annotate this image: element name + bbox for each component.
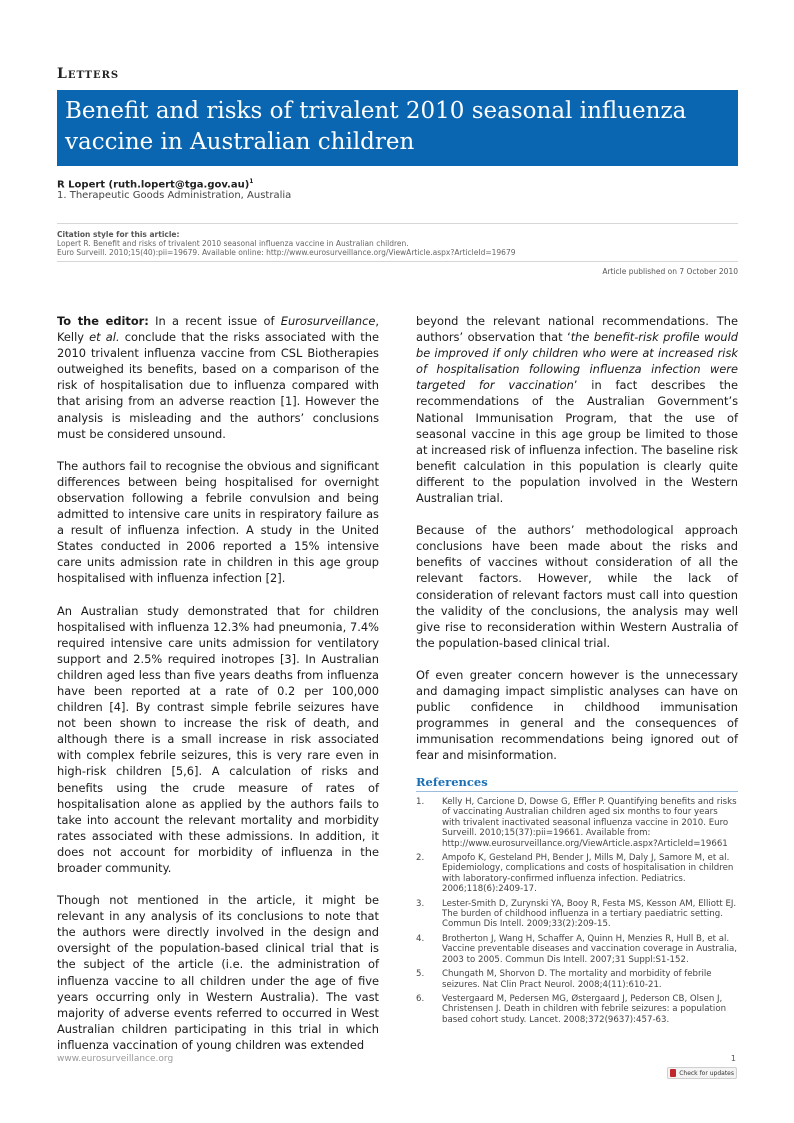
publication-date: Article published on 7 October 2010 [602,267,738,276]
paragraph-1-text-a: In a recent issue of [148,314,281,328]
paragraph-7: Of even greater concern however is the unnecessary and damaging impact simplistic analyses can have on public confidence in childhood immunisation programmes in general and the consequences of immunisation recommendations being ignored out of fear and misinformation. [416,667,738,763]
body-column-right [416,313,738,779]
paragraph-5 [416,313,738,506]
references-section [416,775,738,1029]
reference-number: 6. [416,993,425,1004]
crossmark-icon [670,1069,676,1077]
page-number: 1 [730,1054,736,1063]
salutation: To the editor: [57,314,149,328]
check-for-updates-button[interactable] [667,1067,737,1079]
reference-text: Ampofo K, Gesteland PH, Bender J, Mills M, Daly J, Samore M, et al. Epidemiology, complications and costs of hospitalisation in children with laboratory-confirmed influenza infection. Pediatrics. 2006;118(6):2409-17. [442,853,734,895]
reference-text: Brotherton J, Wang H, Schaffer A, Quinn H, Menzies R, Hull B, et al. Vaccine preventable diseases and vaccination coverage in Australia, 2003 to 2005. Commun Dis Intell. 2007;31 Suppl:S1-152. [442,933,737,965]
footer-url-link[interactable]: www.eurosurveillance.org [57,1054,174,1064]
paragraph-4: Though not mentioned in the article, it might be relevant in any analysis of its conclusions to note that the authors were directly involved in the design and oversight of the population-based clinical trial that is the subject of the article (i.e. the administration of influenza vaccine to all children under the age of five years occurring only in Western Australia). The vast majority of adverse events referred to occurred in West Australian children participating in this trial in which influenza vaccination of young children was extended [57,893,379,1052]
paragraph-1-text-b: , Kelly [57,314,379,345]
section-label: Letters [57,66,120,82]
paragraph-5-text-b: ’ in fact describes the recommendations of the Australian Government’s National Immunisation Program, that the use of seasonal vaccine in this age group be limited to those at increased risk of influenza infection. The baseline risk benefit calculation in this population is clearly quite different to the population involved in the Western Australian trial. [416,378,739,506]
references-heading: References [416,775,738,792]
reference-item [416,969,738,990]
reference-text: Vestergaard M, Pedersen MG, Østergaard J, Pederson CB, Olsen J, Christensen J. Death in children with febrile seizures: a population based cohort study. Lancet. 2008;372(9637):457-63. [442,993,727,1025]
citation-line-1: Lopert R. Benefit and risks of trivalent 2010 seasonal influenza vaccine in Australian children. [57,239,409,248]
body-column-left [57,313,379,1069]
journal-name: Eurosurveillance [280,314,376,328]
paragraph-6: Because of the authors’ methodological approach conclusions have been made about the risks and benefits of vaccines without consideration of all the relevant factors. However, while the lack of consideration of relevant factors must call into question the validity of the conclusions, the analysis may well give rise to reconsideration within Western Australia of the population-based clinical trial. [416,523,738,650]
reference-text: Kelly H, Carcione D, Dowse G, Effler P. Quantifying benefits and risks of vaccinating Australian children aged six months to four years with trivalent inactivated seasonal influenza vaccine in 2010. Euro Surveill. 2010;15(37):pii=19661. Available from: http://www.eurosurveillance.org/ViewArticle.aspx?ArticleId=19661 [442,797,737,849]
reference-number: 3. [416,898,425,909]
paragraph-1 [57,313,379,442]
reference-text: Chungath M, Shorvon D. The mortality and morbidity of febrile seizures. Nat Clin Pract Neurol. 2008;4(11):610-21. [442,969,712,990]
article-title: Benefit and risks of trivalent 2010 seasonal influenza vaccine in Australian children [65,98,687,155]
reference-item [416,899,738,930]
author-affiliation: 1. Therapeutic Goods Administration, Australia [57,190,292,201]
reference-number: 4. [416,933,425,944]
et-al: et al. [89,330,120,345]
reference-number: 2. [416,853,425,864]
reference-text: Lester-Smith D, Zurynski YA, Booy R, Festa MS, Kesson AM, Elliott EJ. The burden of childhood influenza in a tertiary paediatric setting. Commun Dis Intell. 2009;33(2):209-15. [442,898,737,930]
author-name-email: R Lopert (ruth.lopert@tga.gov.au) [57,179,250,191]
affiliation-marker: 1 [249,178,254,185]
paragraph-1-text-c: conclude that the risks associated with the 2010 trivalent influenza vaccine from CSL Biotherapies outweighed its benefits, based on a comparison of the risk of hospitalisation due to influenza compared with that arising from an adverse reaction [1]. However the analysis is misleading and the authors’ conclusions must be considered unsound. [57,330,379,441]
reference-number: 1. [416,797,425,807]
paragraph-2: The authors fail to recognise the obvious and significant differences between being hospitalised for overnight observation following a febrile convulsion and being admitted to intensive care units in respiratory failure as a result of influenza infection. A study in the United States conducted in 2006 reported a 15% intensive care units admission rate in children in this age group hospitalised with influenza infection [2]. [57,458,379,586]
references-list [416,797,738,1025]
citation-line-2: Euro Surveill. 2010;15(40):pii=19679. Available online: http://www.eurosurveillance.org/ViewArticle.aspx?ArticleId=19679 [57,248,516,257]
reference-item [416,853,738,895]
citation-heading: Citation style for this article: [57,230,180,239]
divider-bottom [57,261,738,262]
divider-top [57,223,738,224]
reference-item [416,797,738,849]
reference-item [416,994,738,1025]
paragraph-3: An Australian study demonstrated that for children hospitalised with influenza 12.3% had pneumonia, 7.4% required intensive care units admission for ventilatory support and 2.5% required inotropes [3]. In Australian children aged less than five years deaths from influenza have been reported at a rate of 0.2 per 100,000 children [4]. By contrast simple febrile seizures have not been shown to increase the risk of death, and although there is a small increase in risk associated with complex febrile seizures, this is very rare even in high-risk children [5,6]. A calculation of risks and benefits using the crude measure of rates of hospitalisation alone as applied by the authors fails to take into account the relevant mortality and morbidity rates associated with these admissions. In addition, it does not account for morbidity of influenza in the broader community. [57,603,379,875]
paragraph-5-text-a: beyond the relevant national recommendations. The authors’ observation that ‘ [416,314,738,345]
quoted-observation: the benefit-risk profile would be improved if only children who were at increased risk of hospitalisation following influenza infection were targeted for vaccination [416,330,738,393]
title-banner [57,90,738,166]
citation-block [57,230,738,257]
reference-item [416,934,738,965]
reference-number: 5. [416,969,425,980]
author-byline [57,178,253,190]
check-for-updates-label: Check for updates [679,1069,734,1077]
